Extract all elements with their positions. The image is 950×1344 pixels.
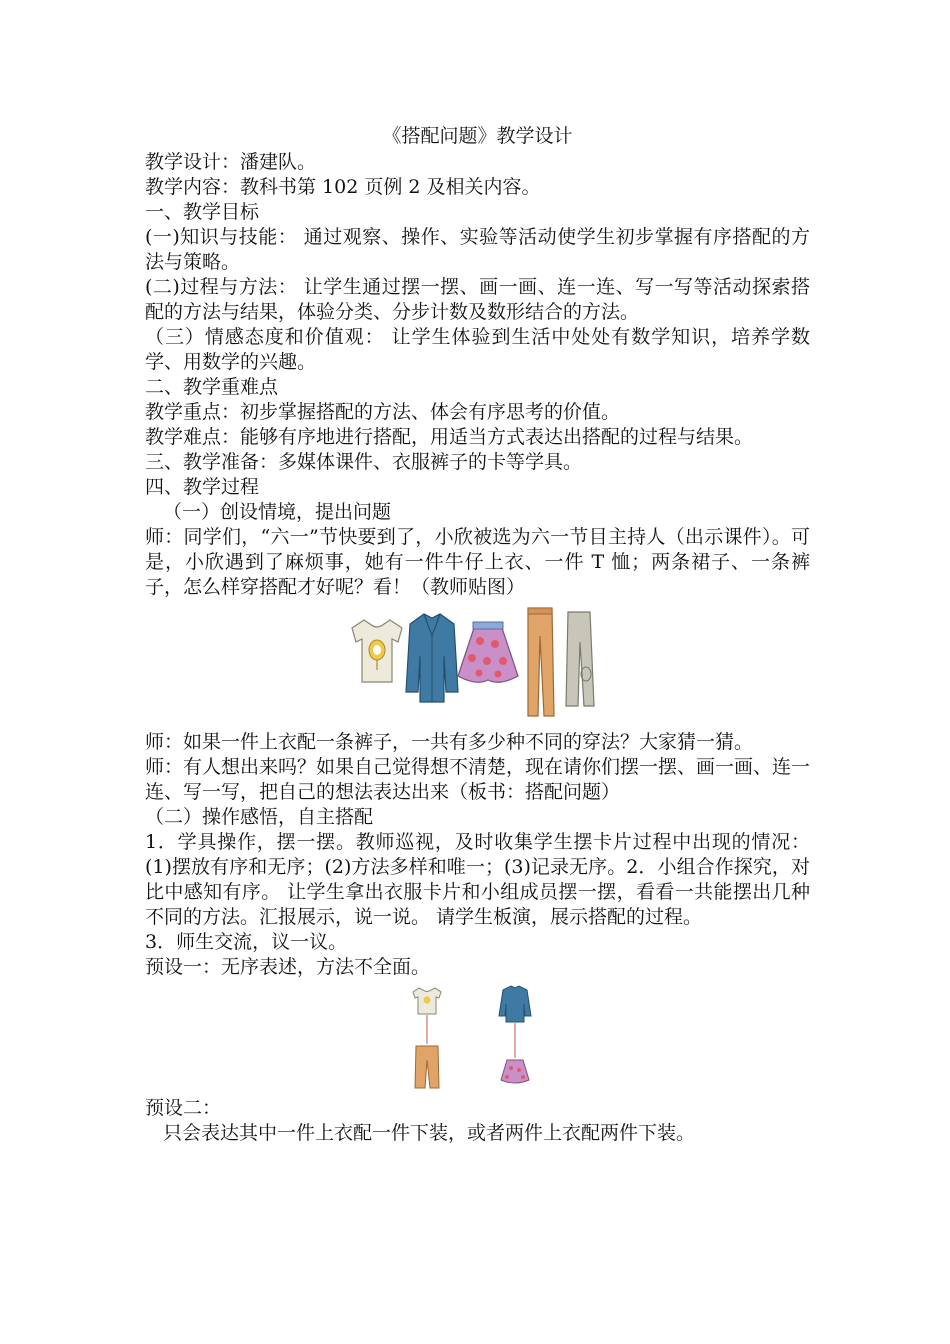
teacher-question-1: 师：如果一件上衣配一条裤子，一共有多少种不同的穿法？大家猜一猜。 bbox=[145, 731, 754, 753]
section-heading-process: 四、教学过程 bbox=[145, 476, 260, 498]
activity-description: 1．学具操作，摆一摆。教师巡视，及时收集学生摆卡片过程中出现的情况：(1)摆放有序和无序；(2)方法多样和唯一；(3)记录无序。2．小组合作探究，对比中感知有序。 让学生拿出衣服卡片和小组成员摆一摆，看看一共能摆出几种不同的方法。汇报展示，说一说。 请学生板演，展示搭配的过程。 bbox=[145, 831, 810, 928]
grey-trousers-icon bbox=[566, 612, 594, 706]
key-point: 教学重点：初步掌握搭配的方法、体会有序思考的价值。 bbox=[145, 401, 621, 423]
goal-process: (二)过程与方法： 让学生通过摆一摆、画一画、连一连、写一写等活动探索搭配的方法与结果，体验分类、分步计数及数形结合的方法。 bbox=[145, 276, 810, 323]
goal-knowledge: (一)知识与技能： 通过观察、操作、实验等活动使学生初步掌握有序搭配的方法与策略。 bbox=[145, 226, 810, 273]
teacher-intro: 师：同学们，“六一”节快要到了，小欣被选为六一节目主持人（出示课件）。可是，小欣遇到了麻烦事，她有一件牛仔上衣、一件 T 恤；两条裙子、一条裤子，怎么样穿搭配才好呢？看！（教师贴图） bbox=[145, 526, 810, 598]
tshirt-icon bbox=[352, 620, 402, 682]
section-heading-key-points: 二、教学重难点 bbox=[145, 376, 279, 398]
small-tshirt-icon bbox=[413, 988, 441, 1014]
small-orange-trousers-icon bbox=[415, 1046, 439, 1088]
section-heading-goals: 一、教学目标 bbox=[145, 201, 260, 223]
discussion-line: 3．师生交流，议一议。 bbox=[145, 931, 348, 953]
preset-two-detail: 只会表达其中一件上衣配一件下装，或者两件上衣配两件下装。 bbox=[163, 1122, 696, 1144]
pink-skirt-icon bbox=[458, 622, 518, 682]
designer-line: 教学设计：潘建队。 bbox=[145, 151, 317, 173]
document-page bbox=[145, 124, 810, 1146]
preset-one: 预设一：无序表述，方法不全面。 bbox=[145, 956, 431, 978]
clothes-figure bbox=[145, 606, 810, 724]
orange-trousers-icon bbox=[528, 608, 554, 716]
preset-two: 预设二： bbox=[145, 1097, 222, 1119]
section-heading-preparation: 三、教学准备：多媒体课件、衣服裤子的卡等学具。 bbox=[145, 451, 583, 473]
matching-illustration bbox=[407, 984, 547, 1092]
content-line: 教学内容：教科书第 102 页例 2 及相关内容。 bbox=[145, 176, 541, 198]
clothes-illustration bbox=[340, 606, 610, 724]
small-skirt-icon bbox=[501, 1060, 529, 1083]
denim-jacket-icon bbox=[406, 614, 458, 702]
small-jacket-icon bbox=[499, 986, 531, 1022]
subsection-operation: （二）操作感悟，自主搭配 bbox=[145, 806, 374, 828]
matching-figure bbox=[145, 984, 810, 1092]
difficult-point: 教学难点：能够有序地进行搭配，用适当方式表达出搭配的过程与结果。 bbox=[145, 426, 754, 448]
document-title: 《搭配问题》教学设计 bbox=[382, 125, 573, 147]
teacher-question-2: 师：有人想出来吗？如果自己觉得想不清楚，现在请你们摆一摆、画一画、连一连、写一写，把自己的想法表达出来（板书：搭配问题） bbox=[145, 756, 811, 803]
subsection-scenario: （一）创设情境，提出问题 bbox=[163, 501, 392, 523]
goal-emotion: （三）情感态度和价值观： 让学生体验到生活中处处有数学知识，培养学数学、用数学的兴趣。 bbox=[145, 326, 810, 373]
